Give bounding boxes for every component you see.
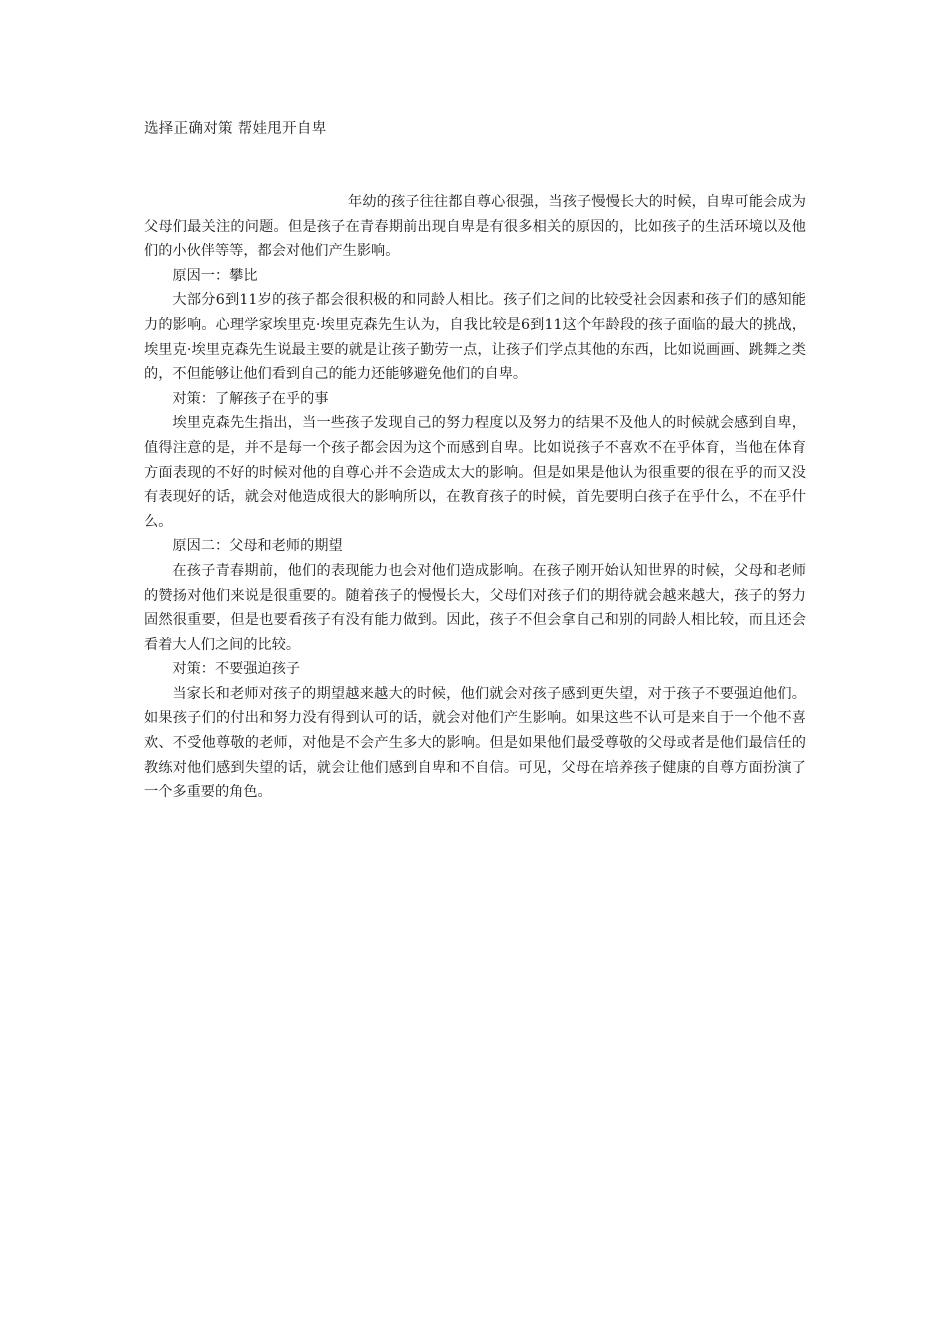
body-paragraph-cause-2: 在孩子青春期前，他们的表现能力也会对他们造成影响。在孩子刚开始认知世界的时候，父母和老师的赞扬对他们来说是很重要的。随着孩子的慢慢长大，父母们对孩子们的期待就会越来越大，孩子的努力固然很重要，但是也要看孩子有没有能力做到。因此，孩子不但会拿自己和别的同龄人相比较，而且还会看着大人们之间的比较。 [144,562,806,653]
body-paragraph-strategy-1: 埃里克森先生指出，当一些孩子发现自己的努力程度以及努力的结果不及他人的时候就会感到自卑，值得注意的是，并不是每一个孩子都会因为这个而感到自卑。比如说孩子不喜欢不在乎体育，当他在体育方面表现的不好的时候对他的自尊心并不会造成太大的影响。但是如果是他认为很重要的很在乎的而又没有表现好的话，就会对他造成很大的影响所以，在教育孩子的时候，首先要明白孩子在乎什么，不在乎什么。 [144,415,806,530]
section-heading-strategy-1: 对策：了解孩子在乎的事 [172,390,329,407]
section-heading-cause-1: 原因一：攀比 [172,267,258,284]
body-paragraph-cause-1: 大部分6到11岁的孩子都会很积极的和同龄人相比。孩子们之间的比较受社会因素和孩子们的感知能力的影响。心理学家埃里克·埃里克森先生认为，自我比较是6到11这个年龄段的孩子面临的最大的挑战，埃里克·埃里克森先生说最主要的就是让孩子勤劳一点，让孩子们学点其他的东西，比如说画画、跳舞之类的，不但能够让他们看到自己的能力还能够避免他们的自卑。 [144,292,806,383]
document-title: 选择正确对策 帮娃甩开自卑 [144,121,327,137]
document-body [144,190,806,805]
section-heading-cause-2: 原因二：父母和老师的期望 [172,538,343,555]
section-heading-strategy-2: 对策：不要强迫孩子 [172,661,301,678]
body-paragraph-strategy-2: 当家长和老师对孩子的期望越来越大的时候，他们就会对孩子感到更失望，对于孩子不要强迫他们。如果孩子们的付出和努力没有得到认可的话，就会对他们产生影响。如果这些不认可是来自于一个他不喜欢、不受他尊敬的老师，对他是不会产生多大的影响。但是如果他们最受尊敬的父母或者是他们最信任的教练对他们感到失望的话，就会让他们感到自卑和不自信。可见，父母在培养孩子健康的自尊方面扮演了一个多重要的角色。 [144,685,806,801]
intro-paragraph: 年幼的孩子往往都自尊心很强，当孩子慢慢长大的时候，自卑可能会成为父母们最关注的问题。但是孩子在青春期前出现自卑是有很多相关的原因的，比如孩子的生活环境以及他们的小伙伴等等，都会对他们产生影响。 [144,194,806,260]
